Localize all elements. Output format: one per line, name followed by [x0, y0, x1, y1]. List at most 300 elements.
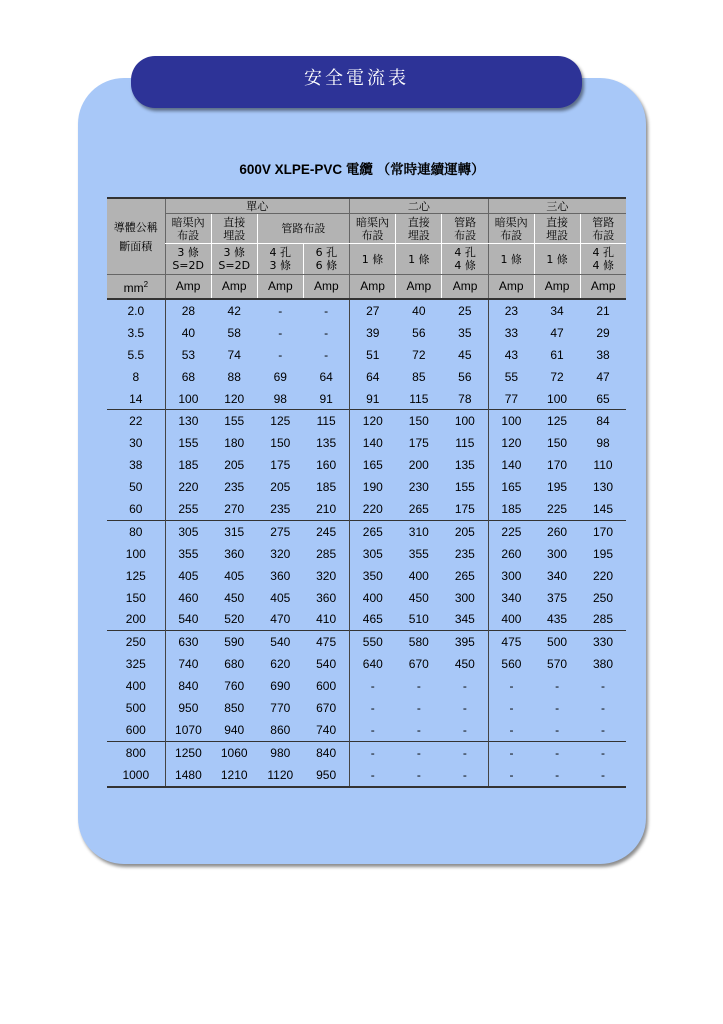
- ampacity-cell: 28: [165, 299, 211, 322]
- ampacity-cell: 38: [596, 347, 610, 362]
- ampacity-cell: 450: [224, 590, 245, 605]
- ampacity-cell: 375: [547, 590, 568, 605]
- ampacity-cell: 500: [534, 631, 580, 653]
- ampacity-cell: -: [349, 764, 395, 787]
- ampacity-cell: 300: [547, 546, 568, 561]
- conductor-size-cell: 125: [125, 568, 146, 583]
- single-buried-header: 直接 埋設: [211, 214, 257, 244]
- ampacity-cell: -: [488, 719, 534, 741]
- ampacity-cell: 590: [211, 631, 257, 653]
- two-arrangement-2: 1 條: [396, 244, 442, 275]
- single-arrangement-2: 3 條 S=2D: [211, 244, 257, 275]
- single-arrangement-4: 6 孔 6 條: [303, 244, 349, 275]
- ampacity-cell: 380: [592, 657, 614, 672]
- ampacity-cell: 520: [224, 612, 245, 627]
- ampacity-cell: 64: [319, 369, 333, 384]
- table-row: [107, 454, 626, 476]
- ampacity-cell: -: [324, 347, 329, 362]
- ampacity-cell: 630: [165, 631, 211, 653]
- ampacity-cell: 250: [592, 590, 614, 605]
- ampacity-cell: 980: [257, 741, 303, 763]
- ampacity-cell: 110: [593, 458, 613, 473]
- ampacity-cell: -: [396, 764, 442, 787]
- ampacity-cell: 69: [273, 369, 287, 384]
- ampacity-cell: 950: [165, 697, 211, 719]
- ampacity-cell: 220: [349, 498, 395, 520]
- ampacity-cell: 540: [316, 657, 337, 672]
- conductor-size-cell: 80: [107, 520, 165, 542]
- ampacity-cell: 29: [596, 325, 610, 340]
- ampacity-cell: 115: [409, 391, 429, 406]
- ampacity-cell: 120: [349, 410, 395, 432]
- ampacity-cell: 1210: [211, 764, 257, 787]
- ampacity-cell: 42: [227, 303, 241, 318]
- ampacity-cell: -: [534, 764, 580, 787]
- unit-cell: Amp: [257, 275, 303, 300]
- ampacity-cell: 61: [550, 347, 564, 362]
- ampacity-cell: 570: [547, 657, 568, 672]
- ampacity-cell: 47: [596, 369, 610, 384]
- unit-cell: Amp: [396, 275, 442, 300]
- ampacity-cell: 680: [224, 657, 245, 672]
- ampacity-cell: 540: [257, 631, 303, 653]
- ampacity-cell: 350: [349, 565, 395, 587]
- ampacity-cell: 135: [454, 458, 475, 473]
- ampacity-cell: -: [442, 764, 488, 787]
- ampacity-cell: 560: [488, 653, 534, 675]
- ampacity-cell: 550: [349, 631, 395, 653]
- ampacity-cell: 185: [165, 454, 211, 476]
- conductor-size-cell: 325: [125, 657, 146, 672]
- single-arrangement-1: 3 條 S=2D: [165, 244, 211, 275]
- ampacity-cell: -: [580, 741, 626, 763]
- table-row: [107, 565, 626, 587]
- ampacity-cell: 600: [316, 679, 337, 694]
- ampacity-cell: 125: [257, 410, 303, 432]
- ampacity-cell: 43: [488, 344, 534, 366]
- ampacity-cell: 320: [270, 546, 291, 561]
- ampacity-cell: -: [324, 303, 329, 318]
- conductor-size-cell: 14: [129, 391, 143, 406]
- ampacity-cell: 205: [270, 480, 291, 495]
- ampacity-cell: 465: [349, 608, 395, 630]
- ampacity-cell: 360: [316, 590, 337, 605]
- ampacity-cell: 840: [303, 741, 349, 763]
- ampacity-cell: -: [488, 697, 534, 719]
- page-title: 安全電流表: [304, 68, 409, 89]
- two-buried-header: 直接 埋設: [396, 214, 442, 244]
- ampacity-cell: 205: [442, 520, 488, 542]
- ampacity-cell: 840: [165, 675, 211, 697]
- ampacity-cell: 255: [165, 498, 211, 520]
- ampacity-cell: 450: [454, 657, 475, 672]
- ampacity-cell: 51: [349, 344, 395, 366]
- ampacity-cell: 84: [580, 410, 626, 432]
- ampacity-cell: 23: [488, 299, 534, 322]
- ampacity-cell: 265: [454, 568, 475, 583]
- ampacity-cell: 56: [412, 325, 426, 340]
- unit-cell: Amp: [349, 275, 395, 300]
- ampacity-cell: 275: [257, 520, 303, 542]
- ampacity-cell: 65: [596, 391, 610, 406]
- ampacity-cell: 98: [273, 391, 287, 406]
- table-row: [107, 653, 626, 675]
- ampacity-cell: 475: [488, 631, 534, 653]
- ampacity-cell: -: [462, 679, 467, 694]
- ampacity-cell: 64: [349, 366, 395, 388]
- unit-cell: Amp: [165, 275, 211, 300]
- conductor-size-cell: 400: [125, 679, 146, 694]
- ampacity-cell: 405: [224, 568, 245, 583]
- ampacity-cell: -: [488, 741, 534, 763]
- ampacity-cell: 150: [547, 436, 568, 451]
- conductor-size-cell: 100: [125, 546, 146, 561]
- conductor-size-cell: 30: [129, 436, 143, 451]
- conductor-size-cell: 5.5: [127, 347, 145, 362]
- ampacity-cell: 140: [349, 432, 395, 454]
- ampacity-cell: 145: [592, 501, 614, 516]
- ampacity-cell: 200: [408, 458, 429, 473]
- ampacity-cell: 120: [224, 391, 245, 406]
- ampacity-cell: 230: [408, 480, 429, 495]
- ampacity-cell: 56: [458, 369, 472, 384]
- table-row: [107, 675, 626, 697]
- ampacity-cell: 670: [316, 700, 337, 715]
- ampacity-cell: 405: [270, 590, 291, 605]
- ampacity-cell: 85: [412, 369, 426, 384]
- ampacity-cell: 340: [547, 568, 568, 583]
- ampacity-cell: -: [601, 700, 605, 715]
- conductor-size-cell: 38: [129, 458, 143, 473]
- ampacity-cell: 260: [488, 543, 534, 565]
- unit-row: [107, 275, 626, 300]
- ampacity-cell: 160: [316, 458, 337, 473]
- unit-cell: Amp: [580, 275, 626, 300]
- two-arrangement-3: 4 孔 4 條: [442, 244, 488, 275]
- ampacity-cell: 72: [550, 369, 564, 384]
- ampacity-cell: 950: [303, 764, 349, 787]
- ampacity-cell: 265: [408, 501, 429, 516]
- ampacity-cell: 225: [547, 501, 568, 516]
- ampacity-cell: -: [601, 722, 605, 737]
- table-row: [107, 587, 626, 609]
- ampacity-cell: 860: [270, 722, 291, 737]
- table-row: [107, 498, 626, 520]
- ampacity-cell: -: [396, 741, 442, 763]
- table-row: [107, 741, 626, 763]
- ampacity-cell: 405: [165, 565, 211, 587]
- table-row: [107, 410, 626, 432]
- ampacity-cell: 410: [316, 612, 337, 627]
- ampacity-cell: 330: [580, 631, 626, 653]
- ampacity-cell: 175: [408, 436, 429, 451]
- ampacity-cell: 55: [488, 366, 534, 388]
- ampacity-cell: 315: [211, 520, 257, 542]
- ampacity-cell: 100: [547, 391, 568, 406]
- ampacity-cell: 1120: [257, 764, 303, 787]
- ampacity-cell: 235: [224, 480, 245, 495]
- ampacity-cell: 40: [412, 303, 426, 318]
- ampacity-cell: 180: [224, 436, 245, 451]
- table-row: [107, 432, 626, 454]
- group-header-single-core: 單心: [165, 198, 349, 214]
- ampacity-cell: 1070: [165, 719, 211, 741]
- ampacity-cell: 195: [592, 546, 614, 561]
- conductor-size-cell: 150: [125, 590, 146, 605]
- ampacity-cell: 165: [349, 454, 395, 476]
- ampacity-cell: 190: [349, 476, 395, 498]
- ampacity-cell: 320: [316, 568, 337, 583]
- ampacity-table: [107, 197, 626, 788]
- ampacity-cell: 270: [224, 501, 245, 516]
- ampacity-cell: 225: [488, 520, 534, 542]
- ampacity-cell: 345: [454, 612, 475, 627]
- ampacity-cell: 155: [454, 480, 475, 495]
- table-row: [107, 322, 626, 344]
- ampacity-cell: -: [324, 325, 329, 340]
- ampacity-cell: 235: [454, 546, 475, 561]
- ampacity-cell: 300: [488, 565, 534, 587]
- ampacity-cell: 620: [270, 657, 291, 672]
- ampacity-cell: 285: [592, 612, 614, 627]
- ampacity-cell: 355: [165, 543, 211, 565]
- ampacity-cell: 400: [488, 608, 534, 630]
- unit-cell-size: $mm^2$: [107, 275, 165, 300]
- ampacity-cell: 175: [454, 501, 475, 516]
- table-row: [107, 520, 626, 542]
- ampacity-cell: 470: [270, 612, 291, 627]
- ampacity-cell: -: [278, 325, 283, 340]
- ampacity-cell: 740: [316, 722, 337, 737]
- ampacity-cell: -: [488, 675, 534, 697]
- conductor-size-cell: 1000: [107, 764, 165, 787]
- ampacity-cell: -: [534, 741, 580, 763]
- ampacity-cell: 395: [442, 631, 488, 653]
- ampacity-cell: 265: [349, 520, 395, 542]
- ampacity-cell: -: [349, 675, 395, 697]
- ampacity-cell: 245: [303, 520, 349, 542]
- conductor-size-cell: 60: [129, 501, 143, 516]
- conductor-size-cell: 50: [129, 480, 143, 495]
- ampacity-cell: 185: [488, 498, 534, 520]
- ampacity-cell: 150: [270, 436, 291, 451]
- ampacity-cell: 155: [165, 432, 211, 454]
- two-arrangement-1: 1 條: [349, 244, 395, 275]
- ampacity-cell: -: [278, 303, 283, 318]
- ampacity-cell: 150: [396, 410, 442, 432]
- conductor-size-cell: 2.0: [127, 303, 145, 318]
- ampacity-cell: -: [349, 697, 395, 719]
- table-header: [107, 198, 626, 299]
- ampacity-cell: 155: [211, 410, 257, 432]
- unit-cell: Amp: [303, 275, 349, 300]
- ampacity-cell: 475: [303, 631, 349, 653]
- ampacity-cell: 305: [165, 520, 211, 542]
- ampacity-cell: 47: [550, 325, 564, 340]
- ampacity-cell: 205: [224, 458, 245, 473]
- ampacity-cell: -: [349, 741, 395, 763]
- ampacity-cell: -: [580, 764, 626, 787]
- table-row: [107, 608, 626, 630]
- ampacity-cell: 91: [319, 391, 333, 406]
- ampacity-cell: 58: [227, 325, 241, 340]
- conductor-size-cell: 22: [107, 410, 165, 432]
- ampacity-cell: -: [555, 722, 560, 737]
- ampacity-cell: -: [442, 741, 488, 763]
- ampacity-cell: 100: [442, 410, 488, 432]
- ampacity-cell: 27: [349, 299, 395, 322]
- ampacity-cell: 165: [488, 476, 534, 498]
- page-title-banner: [131, 56, 582, 108]
- table-row: [107, 631, 626, 653]
- ampacity-cell: -: [416, 679, 421, 694]
- table-row: [107, 543, 626, 565]
- conductor-size-cell: 250: [107, 631, 165, 653]
- ampacity-cell: 125: [534, 410, 580, 432]
- single-arrangement-3: 4 孔 3 條: [257, 244, 303, 275]
- ampacity-cell: 78: [458, 391, 472, 406]
- ampacity-cell: 115: [455, 436, 475, 451]
- table-row: [107, 366, 626, 388]
- ampacity-cell: 580: [396, 631, 442, 653]
- ampacity-cell: 400: [349, 587, 395, 609]
- ampacity-cell: 34: [550, 303, 564, 318]
- ampacity-cell: 21: [596, 303, 610, 318]
- table-row: [107, 764, 626, 787]
- ampacity-cell: 100: [488, 410, 534, 432]
- conductor-size-cell: 8: [132, 369, 140, 384]
- ampacity-cell: -: [488, 764, 534, 787]
- ampacity-cell: 115: [303, 410, 349, 432]
- ampacity-cell: 220: [592, 568, 614, 583]
- ampacity-cell: -: [555, 679, 560, 694]
- table-subtitle: 600V XLPE-PVC 電纜 （常時連續運轉）: [239, 162, 485, 177]
- ampacity-cell: 130: [592, 480, 614, 495]
- single-duct-header: 管路布設: [257, 214, 349, 244]
- conductor-size-header: [107, 198, 165, 275]
- ampacity-cell: 91: [349, 388, 395, 410]
- ampacity-cell: 540: [165, 608, 211, 630]
- ampacity-cell: 45: [458, 347, 472, 362]
- ampacity-cell: 360: [270, 568, 291, 583]
- table-row: [107, 299, 626, 322]
- three-arrangement-3: 4 孔 4 條: [580, 244, 626, 275]
- ampacity-cell: 340: [488, 587, 534, 609]
- three-buried-header: 直接 埋設: [534, 214, 580, 244]
- ampacity-cell: 235: [270, 501, 291, 516]
- ampacity-cell: -: [462, 700, 467, 715]
- ampacity-cell: 670: [408, 657, 429, 672]
- ampacity-cell: 740: [165, 653, 211, 675]
- ampacity-cell: 690: [270, 679, 291, 694]
- ampacity-cell: 88: [227, 369, 241, 384]
- ampacity-cell: 40: [165, 322, 211, 344]
- ampacity-cell: 53: [165, 344, 211, 366]
- ampacity-cell: 25: [458, 303, 472, 318]
- ampacity-cell: 1250: [165, 741, 211, 763]
- conductor-size-cell: 600: [125, 722, 146, 737]
- group-header-two-core: 二心: [349, 198, 488, 214]
- conductor-size-cell: 200: [125, 612, 146, 627]
- conductor-size-cell: 500: [125, 700, 146, 715]
- ampacity-cell: 285: [316, 546, 337, 561]
- ampacity-cell: 210: [316, 501, 337, 516]
- conductor-label-line1: 導體公稱: [113, 220, 158, 234]
- ampacity-cell: 940: [224, 722, 245, 737]
- two-duct-header: 管路 布設: [442, 214, 488, 244]
- ampacity-cell: -: [555, 700, 560, 715]
- ampacity-cell: 98: [596, 436, 610, 451]
- three-conduit-header: 暗渠內 布設: [488, 214, 534, 244]
- unit-cell: Amp: [488, 275, 534, 300]
- ampacity-cell: 450: [408, 590, 429, 605]
- conductor-size-cell: 800: [107, 741, 165, 763]
- ampacity-cell: 1480: [165, 764, 211, 787]
- conductor-label-line2: 斷面積: [119, 239, 153, 253]
- ampacity-cell: 135: [316, 436, 337, 451]
- table-row: [107, 388, 626, 410]
- three-arrangement-2: 1 條: [534, 244, 580, 275]
- ampacity-cell: 640: [349, 653, 395, 675]
- ampacity-cell: 260: [534, 520, 580, 542]
- table-row: [107, 476, 626, 498]
- ampacity-cell: 170: [547, 458, 568, 473]
- ampacity-cell: 310: [396, 520, 442, 542]
- two-conduit-header: 暗渠內 布設: [349, 214, 395, 244]
- ampacity-cell: 360: [224, 546, 245, 561]
- ampacity-cell: 400: [408, 568, 429, 583]
- ampacity-cell: -: [349, 719, 395, 741]
- ampacity-cell: 850: [224, 700, 245, 715]
- table-row: [107, 697, 626, 719]
- ampacity-cell: -: [278, 347, 283, 362]
- ampacity-cell: -: [416, 722, 421, 737]
- ampacity-cell: 770: [270, 700, 291, 715]
- ampacity-cell: 35: [458, 325, 472, 340]
- ampacity-cell: 185: [316, 480, 337, 495]
- table-body: [107, 299, 626, 787]
- ampacity-cell: 74: [227, 347, 241, 362]
- ampacity-cell: 130: [165, 410, 211, 432]
- ampacity-cell: -: [462, 722, 467, 737]
- three-arrangement-1: 1 條: [488, 244, 534, 275]
- ampacity-cell: 72: [412, 347, 426, 362]
- ampacity-cell: 355: [408, 546, 429, 561]
- group-header-three-core: 三心: [488, 198, 626, 214]
- ampacity-cell: 760: [224, 679, 245, 694]
- ampacity-cell: -: [601, 679, 605, 694]
- table-row: [107, 719, 626, 741]
- ampacity-cell: 39: [349, 322, 395, 344]
- unit-cell: Amp: [534, 275, 580, 300]
- ampacity-cell: 300: [454, 590, 475, 605]
- ampacity-cell: 305: [349, 543, 395, 565]
- ampacity-cell: 175: [270, 458, 291, 473]
- table-row: [107, 344, 626, 366]
- ampacity-cell: 220: [165, 476, 211, 498]
- ampacity-cell: 195: [547, 480, 568, 495]
- ampacity-cell: 33: [488, 322, 534, 344]
- ampacity-cell: 460: [165, 587, 211, 609]
- ampacity-cell: 100: [165, 388, 211, 410]
- ampacity-cell: -: [416, 700, 421, 715]
- ampacity-cell: 120: [488, 432, 534, 454]
- ampacity-cell: 170: [580, 520, 626, 542]
- ampacity-cell: 140: [488, 454, 534, 476]
- unit-cell: Amp: [442, 275, 488, 300]
- ampacity-cell: 510: [408, 612, 429, 627]
- three-duct-header: 管路 布設: [580, 214, 626, 244]
